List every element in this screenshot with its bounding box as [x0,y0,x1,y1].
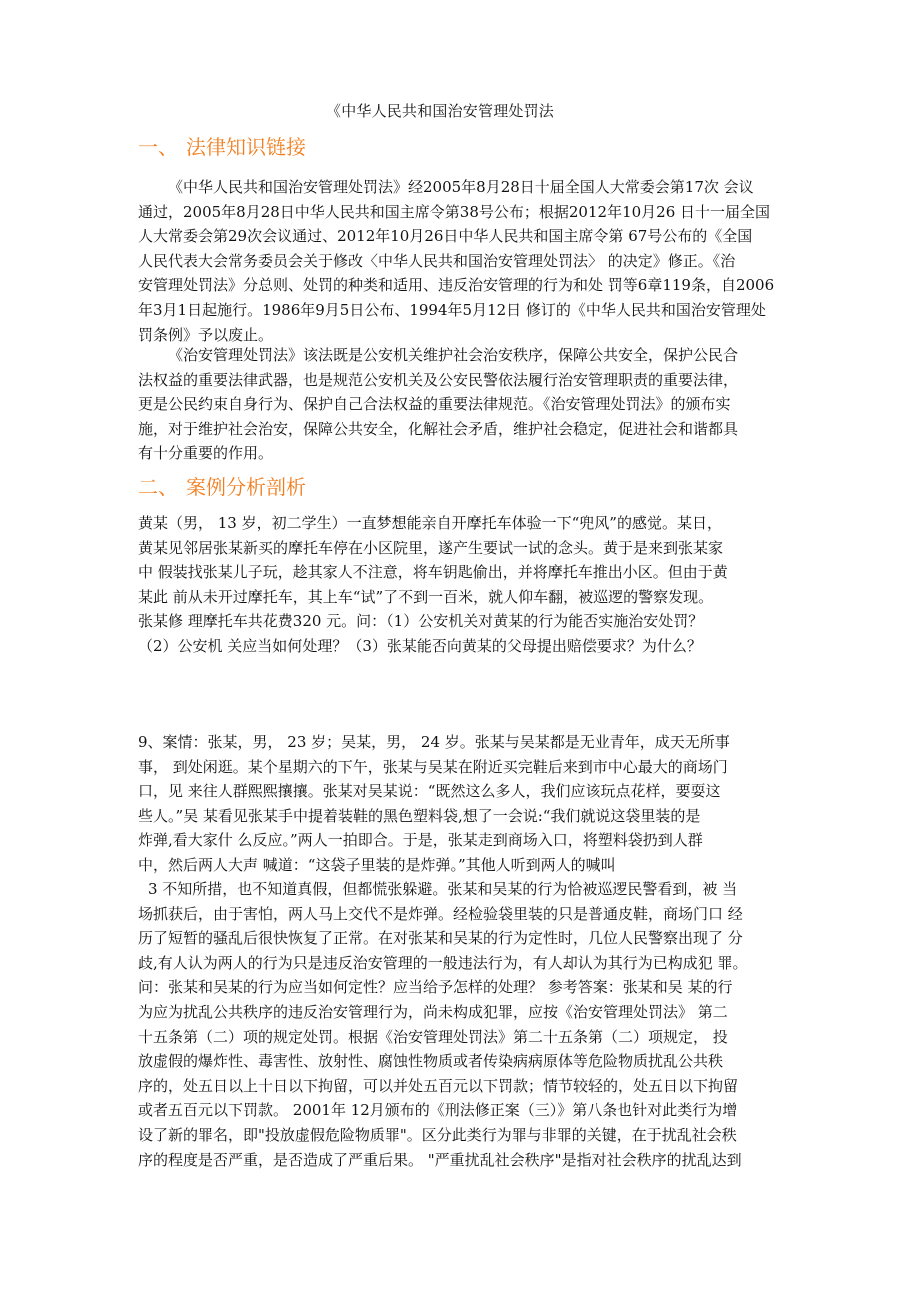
text-line: 人大常委会第29次会议通过、2012年10月26日中华人民共和国主席令第 67号公布的《全国 [138,227,753,246]
text-line: （2）公安机 关应当如何处理？（3）张某能否向黄某的父母提出赔偿要求？为什么？ [138,636,702,655]
text-line: 法权益的重要法律武器，也是规范公安机关及公安民警依法履行治安管理职责的重要法律， [138,370,739,389]
text-line: 张某修 理摩托车共花费320 元。问：（1）公安机关对黄某的行为能否实施治安处罚？ [138,612,704,631]
text-line: 《中华人民共和国治安管理处罚法》经2005年8月28日十届全国人大常委会第17次 会议 [168,178,754,196]
section-heading-legal-knowledge [138,131,306,160]
text-line: 更是公民约束自身行为、保护自己合法权益的重要法律规范。《治安管理处罚法》的颁布实 [138,395,731,414]
text-line: 《治安管理处罚法》该法既是公安机关维护社会治安秩序，保障公共安全，保护公民合 [168,346,739,364]
text-line: 放虚假的爆炸性、毒害性、放射性、腐蚀性物质或者传染病病原体等危险物质扰乱公共秩 [138,1052,724,1071]
text-line: 问：张某和吴某的行为应当如何定性？应当给予怎样的处理？ 参考答案：张某和吴 某的行 [138,978,733,997]
text-line: 3 不知所措，也不知道真假，但都慌张躲避。张某和吴某的行为恰被巡逻民警看到，被 当 [148,880,738,898]
section-number: 一、 [138,135,178,159]
paragraph-case-zhang-wu [138,730,802,878]
text-line: 中，然后两人大声 喊道：“这袋子里装的是炸弹。”其他人听到两人的喊叫 [138,855,616,874]
section-label: 案例分析剖析 [186,475,306,499]
paragraph-law-significance [138,343,802,466]
document-title: 《中华人民共和国治安管理处罚法 [326,102,555,120]
text-line: 事， 到处闲逛。某个星期六的下午，张某与吴某在附近买完鞋后来到市中心最大的商场门 [138,757,728,776]
text-line: 某此 前从未开过摩托车，其上车“试”了不到一百米，就人仰车翻，被巡逻的警察发现。 [138,587,714,606]
text-line: 黄某（男， 13 岁，初二学生）一直梦想能亲自开摩托车体验一下“兜风”的感觉。某日， [138,514,722,532]
text-line: 安管理处罚法》分总则、处罚的种类和适用、违反治安管理的行为和处 罚等6章119条，自2006 [138,276,775,295]
text-line: 设了新的罪名，即"投放虚假危险物质罪"。区分此类行为罪与非罪的关键，在于扰乱社会秩 [138,1125,737,1144]
text-line: 或者五百元以下罚款。 2001年 12月颁布的《刑法修正案（三）》第八条也针对此类行为增 [138,1101,738,1120]
text-line: 中 假装找张某儿子玩，趁其家人不注意，将车钥匙偷出，并将摩托车推出小区。但由于黄 [138,563,728,582]
text-line: 场抓获后，由于害怕，两人马上交代不是炸弹。经检验袋里装的只是普通皮鞋，商场门口 经 [138,904,743,923]
section-number: 二、 [138,475,178,499]
text-line: 歧,有人认为两人的行为只是违反治安管理的一般违法行为，有人却认为其行为已构成犯 罪。 [138,953,748,972]
text-line: 十五条第（二）项的规定处罚。根据《治安管理处罚法》第二十五条第（二）项规定， 投 [138,1027,728,1046]
text-line: 历了短暂的骚乱后很快恢复了正常。在对张某和吴某的行为定性时，几位人民警察出现了 分 [138,929,743,948]
text-line: 为应为扰乱公共秩序的违反治安管理行为，尚未构成犯罪，应按《治安管理处罚法》 第二 [138,1002,728,1021]
section-heading-case-analysis [138,471,306,500]
text-line: 序的，处五日以上十日以下拘留，可以并处五百元以下罚款；情节较轻的，处五日以下拘留 [138,1076,739,1095]
text-line: 口，见 来往人群熙熙攘攘。张某对吴某说：“既然这么多人，我们应该玩点花样，要耍这 [138,782,721,801]
text-line: 通过，2005年8月28日中华人民共和国主席令第38号公布；根据2012年10月26 日十一届全国 [138,202,771,221]
text-line: 施，对于维护社会治安，保障公共安全，化解社会矛盾，维护社会稳定，促进社会和谐都具 [138,419,739,438]
text-line: 人民代表大会常务委员会关于修改〈中华人民共和国治安管理处罚法〉 的决定》修正。《治 [138,251,736,270]
section-label: 法律知识链接 [186,135,306,159]
text-line: 有十分重要的作用。 [138,444,274,463]
text-line: 罚条例》予以废止。 [138,325,274,344]
text-line: 序的程度是否严重，是否造成了严重后果。 "严重扰乱社会秩序"是指对社会秩序的扰乱达到 [138,1150,742,1169]
paragraph-case-huang [138,511,802,659]
text-line: 炸弹,看大家什 么反应。”两人一拍即合。于是，张某走到商场入口，将塑料袋扔到人群 [138,831,703,850]
text-line: 年3月1日起施行。1986年9月5日公布、1994年5月12日 修订的《中华人民共和国治安管理处 [138,300,766,319]
text-line: 黄某见邻居张某新买的摩托车停在小区院里，遂产生要试一试的念头。黄于是来到张某家 [138,538,724,557]
paragraph-case-answer [138,877,802,1172]
paragraph-law-history [138,175,802,347]
text-line: 9、案情：张某，男， 23 岁；吴某，男， 24 岁。张某与吴某都是无业青年，成天无所事 [138,733,730,751]
text-line: 些人。”吴 某看见张某手中提着装鞋的黑色塑料袋,想了一会说:“我们就说这袋里装的是 [138,806,701,825]
